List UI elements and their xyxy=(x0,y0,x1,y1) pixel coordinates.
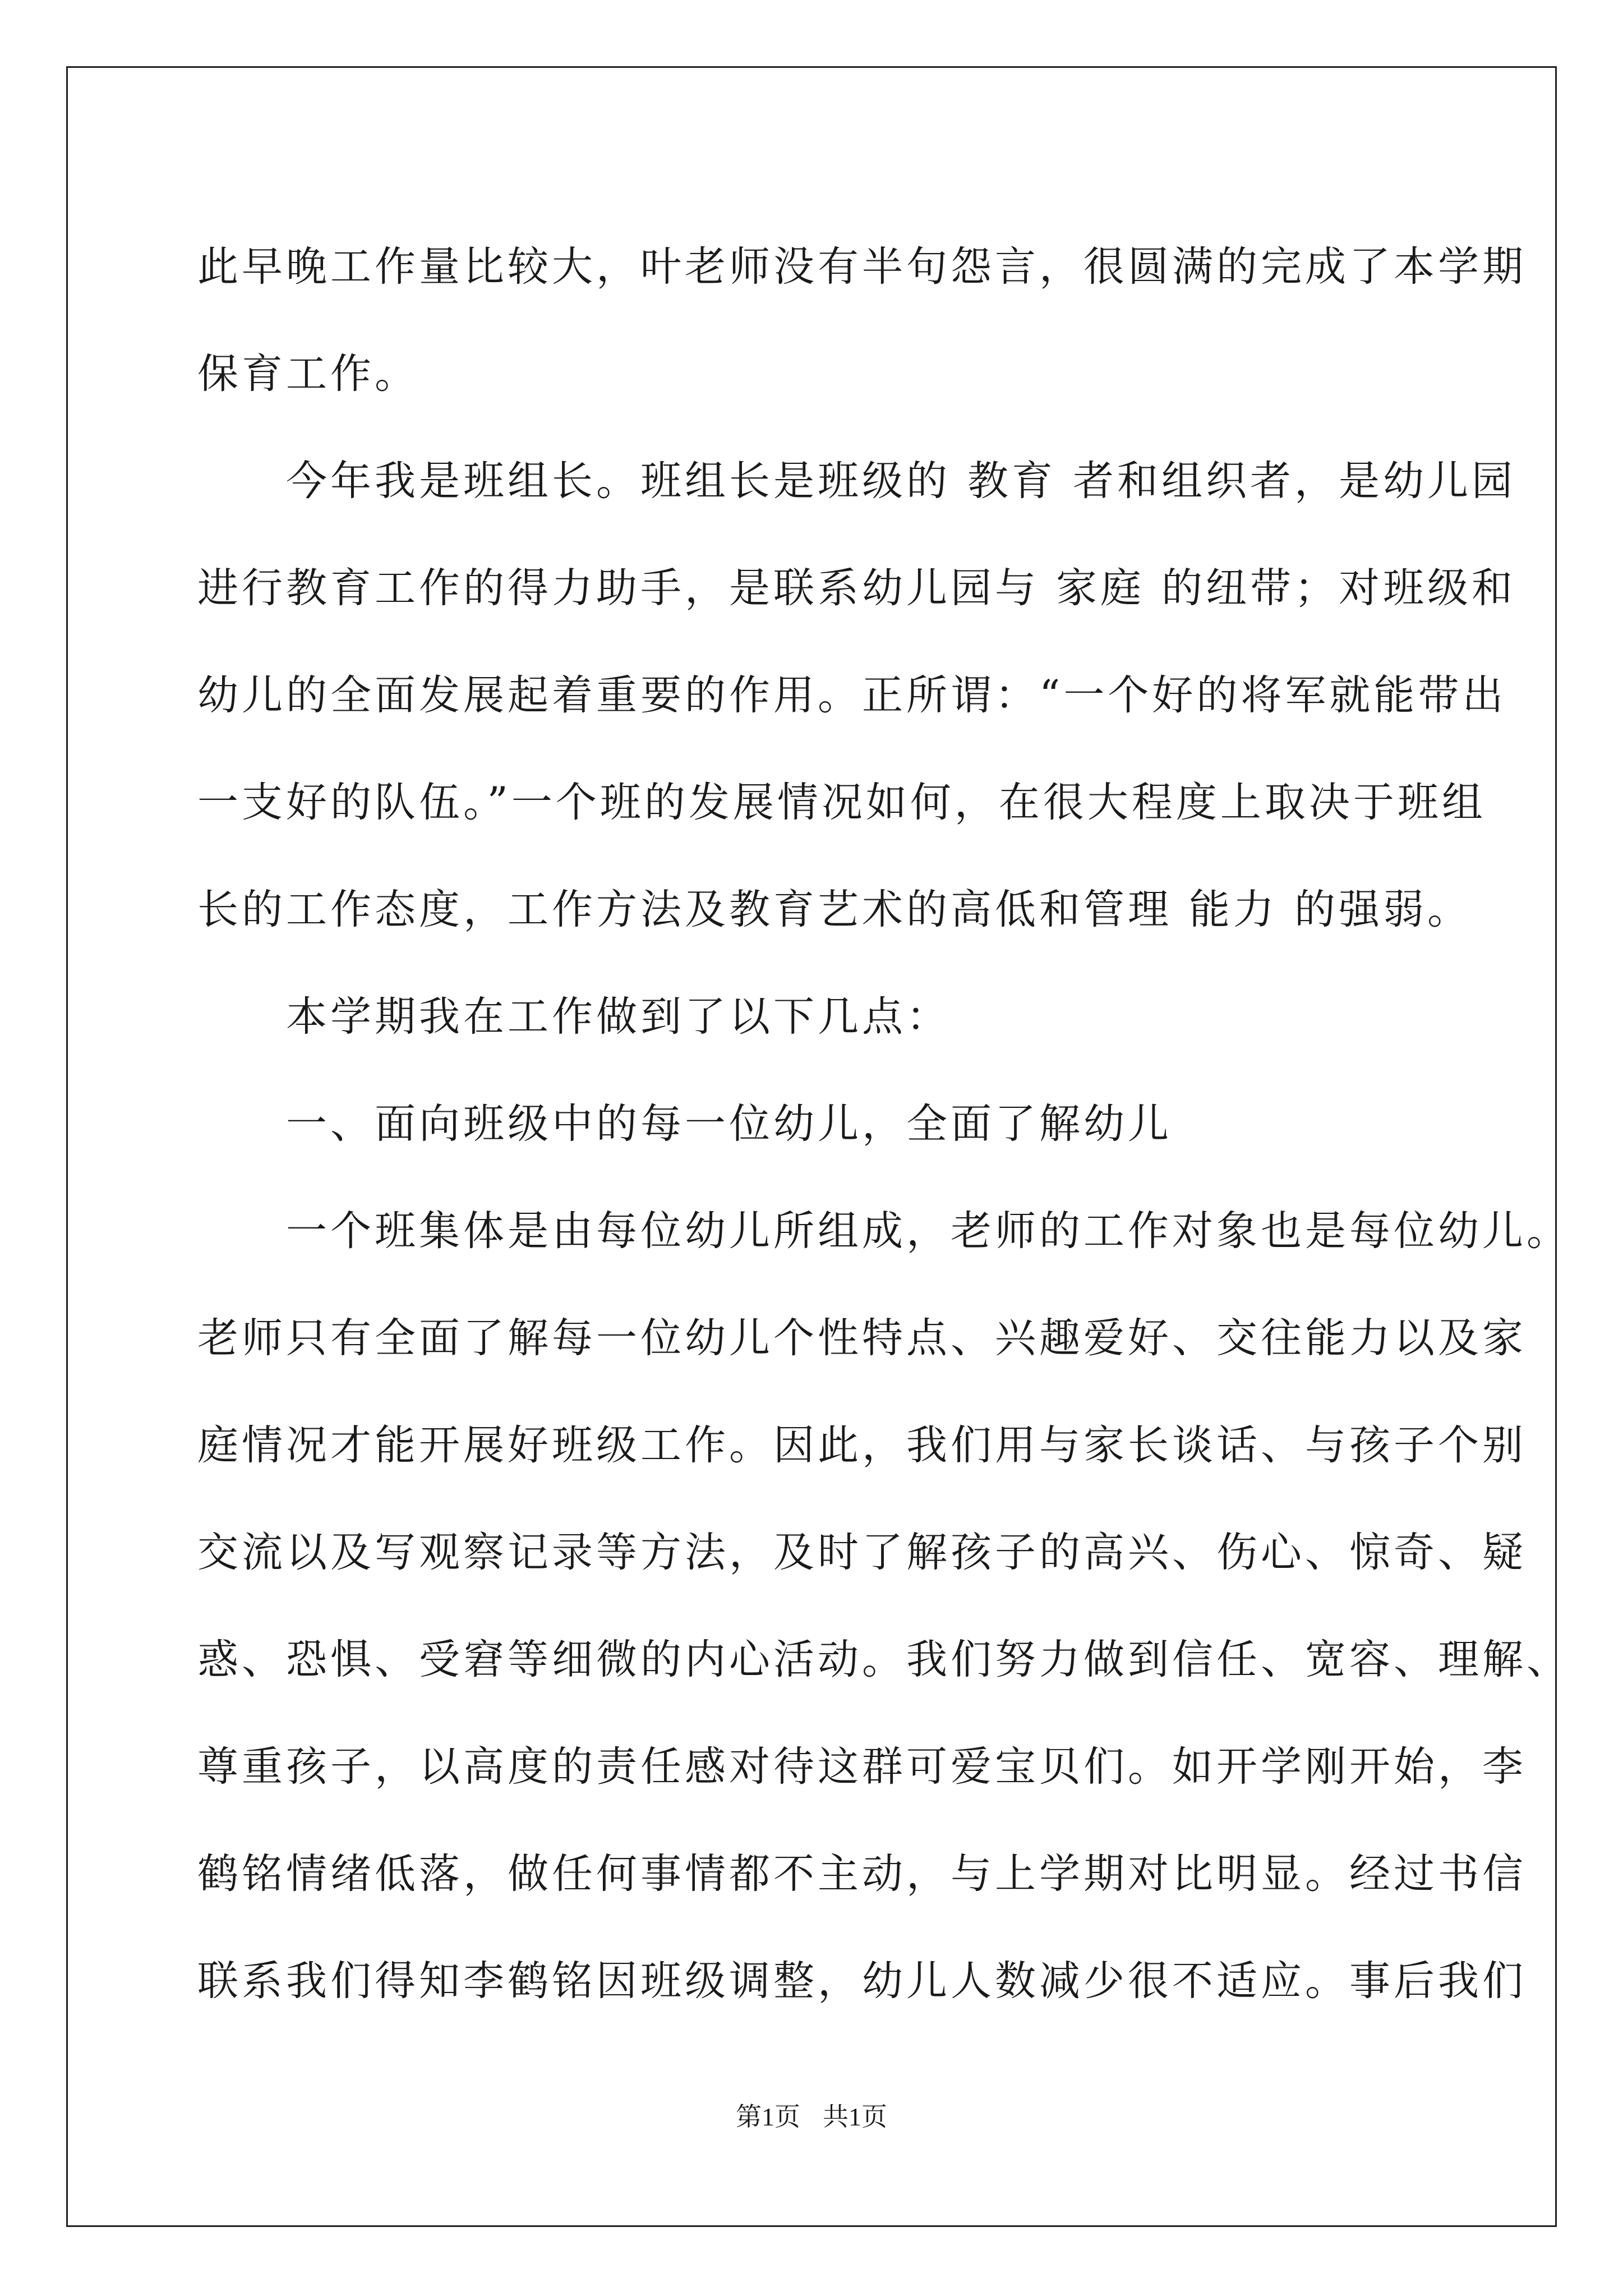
text-line: 尊重孩子，以高度的责任感对待这群可爱宝贝们。如开学刚开始，李 xyxy=(197,1743,1527,1791)
page-footer xyxy=(0,2100,1623,2134)
text-line: 一支好的队伍。”一个班的发展情况如何，在很大程度上取决于班组 xyxy=(197,779,1486,826)
text-line: 此早晚工作量比较大，叶老师没有半句怨言，很圆满的完成了本学期 xyxy=(197,243,1527,291)
text-line: 进行教育工作的得力助手，是联系幼儿园与 家庭 的纽带；对班级和 xyxy=(197,564,1516,612)
text-line: 今年我是班组长。班组长是班级的 教育 者和组织者，是幼儿园 xyxy=(197,457,1516,505)
text-line: 鹤铭情绪低落，做任何事情都不主动，与上学期对比明显。经过书信 xyxy=(197,1850,1527,1898)
text-line: 惑、恐惧、受窘等细微的内心活动。我们努力做到信任、宽容、理解、 xyxy=(197,1636,1571,1683)
text-line: 幼儿的全面发展起着重要的作用。正所谓：“一个好的将军就能带出 xyxy=(197,671,1507,719)
section-heading: 一、面向班级中的每一位幼儿，全面了解幼儿 xyxy=(197,1100,1172,1148)
text-line: 老师只有全面了解每一位幼儿个性特点、兴趣爱好、交往能力以及家 xyxy=(197,1314,1527,1362)
page-number: 第1页 xyxy=(736,2102,800,2131)
text-line: 保育工作。 xyxy=(197,350,419,398)
page-total: 共1页 xyxy=(823,2102,887,2131)
text-line: 联系我们得知李鹤铭因班级调整，幼儿人数减少很不适应。事后我们 xyxy=(197,1957,1527,2005)
text-line: 一个班集体是由每位幼儿所组成，老师的工作对象也是每位幼儿。 xyxy=(197,1207,1571,1255)
document-body xyxy=(197,213,1571,2035)
text-line: 长的工作态度，工作方法及教育艺术的高低和管理 能力 的强弱。 xyxy=(197,886,1472,933)
text-line: 本学期我在工作做到了以下几点： xyxy=(197,993,951,1041)
text-line: 交流以及写观察记录等方法，及时了解孩子的高兴、伤心、惊奇、疑 xyxy=(197,1529,1527,1576)
text-line: 庭情况才能开展好班级工作。因此，我们用与家长谈话、与孩子个别 xyxy=(197,1421,1527,1469)
